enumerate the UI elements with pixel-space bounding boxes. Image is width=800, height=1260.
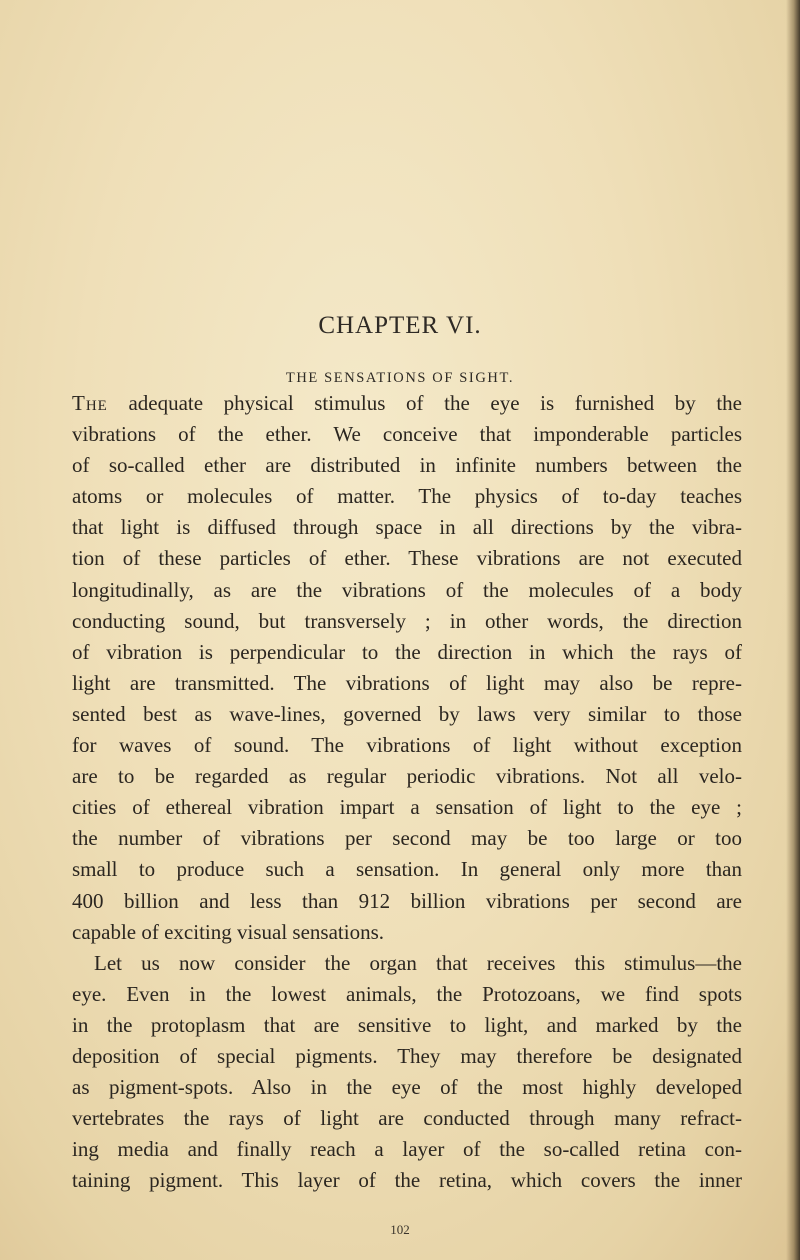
text-line: vibrations of the ether. We conceive that imponderable particles — [72, 422, 742, 447]
text-line: light are transmitted. The vibrations of light may also be repre- — [72, 670, 742, 695]
text-line: atoms or molecules of matter. The physics of to-day teaches — [72, 484, 742, 509]
text-line: Let us now consider the organ that receives this stimulus—the — [94, 950, 742, 975]
text-line: as pigment-spots. Also in the eye of the most highly developed — [72, 1075, 742, 1100]
text-line: 400 billion and less than 912 billion vibrations per second are — [72, 888, 742, 913]
text-line: conducting sound, but transversely ; in other words, the direction — [72, 608, 742, 633]
text-line: cities of ethereal vibration impart a sensation of light to the eye ; — [72, 795, 742, 820]
text-line: sented best as wave-lines, governed by laws very similar to those — [72, 701, 742, 726]
text-line: longitudinally, as are the vibrations of the molecules of a body — [72, 577, 742, 602]
opening-word: The — [72, 391, 108, 415]
chapter-heading: CHAPTER VI. — [318, 312, 482, 339]
text-line: for waves of sound. The vibrations of light without exception — [72, 733, 742, 758]
text-line: eye. Even in the lowest animals, the Protozoans, we find spots — [72, 981, 742, 1006]
text-line: ing media and finally reach a layer of the so-called retina con- — [72, 1137, 742, 1162]
text-line-content: adequate physical stimulus of the eye is furnished by the — [107, 391, 742, 415]
text-line: in the protoplasm that are sensitive to light, and marked by the — [72, 1012, 742, 1037]
text-line: are to be regarded as regular periodic vibrations. Not all velo- — [72, 764, 742, 789]
chapter-subheading: THE SENSATIONS OF SIGHT. — [285, 370, 515, 386]
text-line: taining pigment. This layer of the retina, which covers the inner — [72, 1168, 742, 1193]
text-line: vertebrates the rays of light are conducted through many refract- — [72, 1106, 742, 1131]
page-number: 102 — [390, 1222, 410, 1237]
text-line: tion of these particles of ether. These vibrations are not executed — [72, 546, 742, 571]
text-line: of so-called ether are distributed in infinite numbers between the — [72, 453, 742, 478]
text-line: of vibration is perpendicular to the direction in which the rays of — [72, 639, 742, 664]
body-text — [72, 388, 742, 1196]
text-line: that light is diffused through space in all directions by the vibra- — [72, 515, 742, 540]
text-line: capable of exciting visual sensations. — [72, 919, 384, 944]
text-line: deposition of special pigments. They may therefore be designated — [72, 1043, 742, 1068]
text-line: the number of vibrations per second may be too large or too — [72, 826, 742, 851]
page-binding-edge — [786, 0, 800, 1260]
text-line: small to produce such a sensation. In general only more than — [72, 857, 742, 882]
text-line — [72, 388, 742, 419]
